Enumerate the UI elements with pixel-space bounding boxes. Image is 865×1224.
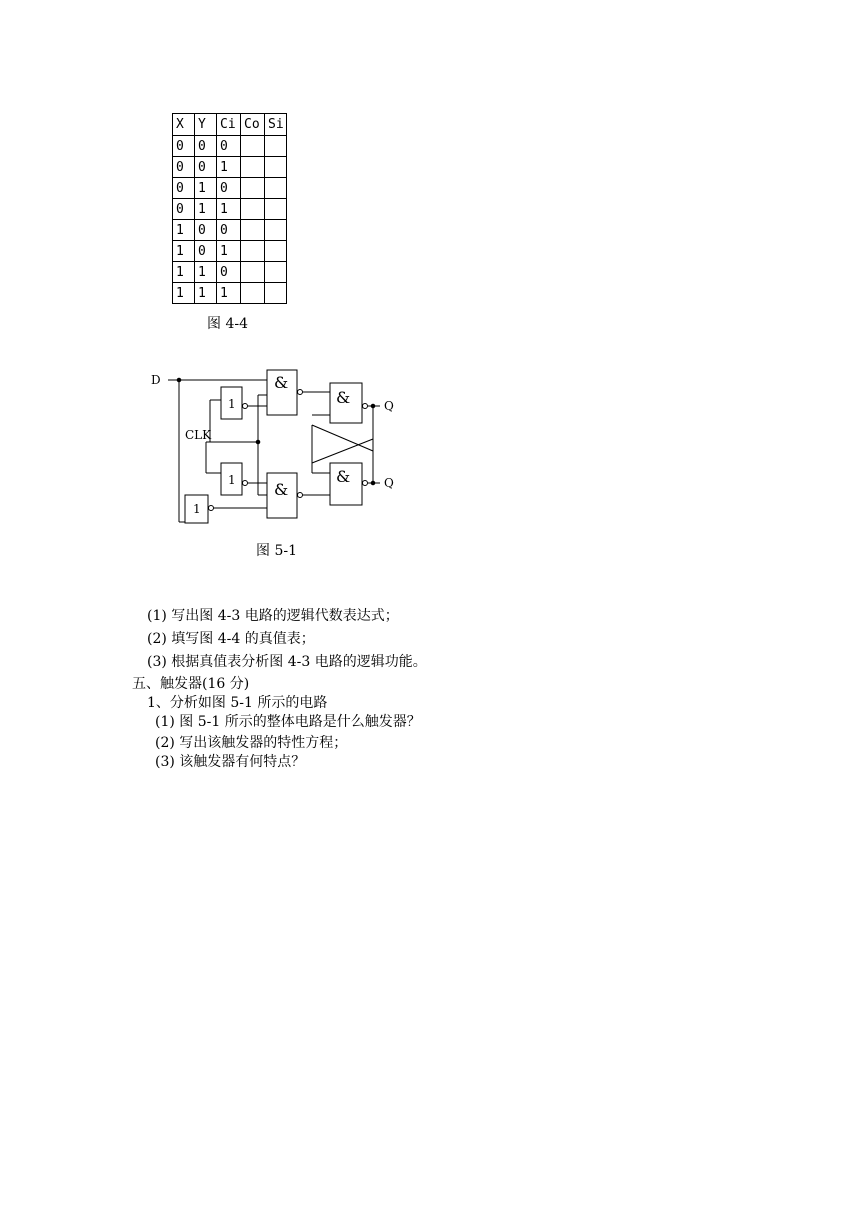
table-cell: 1 <box>217 283 241 304</box>
truth-table-header <box>173 114 287 136</box>
question-1: (1) 写出图 4-3 电路的逻辑代数表达式； <box>147 608 399 624</box>
truth-table-body <box>173 136 287 304</box>
not-mid-label: 1 <box>228 473 236 487</box>
table-cell <box>241 199 265 220</box>
label-q: Q <box>384 399 394 413</box>
table-row <box>173 136 287 157</box>
table-cell <box>265 283 287 304</box>
table-cell: 0 <box>195 220 217 241</box>
header-ci: Ci <box>217 114 241 136</box>
table-cell <box>241 241 265 262</box>
section-5-question-2: (2) 写出该触发器的特性方程； <box>155 735 348 751</box>
figure-5-1-caption: 图 5-1 <box>256 543 297 559</box>
table-cell <box>265 262 287 283</box>
table-cell: 1 <box>195 262 217 283</box>
header-x: X <box>173 114 195 136</box>
table-cell <box>265 178 287 199</box>
header-co: Co <box>241 114 265 136</box>
table-cell <box>265 241 287 262</box>
table-cell: 0 <box>217 178 241 199</box>
table-row <box>173 262 287 283</box>
table-cell <box>241 157 265 178</box>
table-cell: 1 <box>195 178 217 199</box>
table-cell: 1 <box>195 199 217 220</box>
table-cell: 1 <box>217 157 241 178</box>
latch-bottom-label: & <box>336 467 351 486</box>
table-cell <box>265 136 287 157</box>
latch-top-bubble <box>363 404 368 409</box>
and-bottom-input-label: & <box>274 480 289 499</box>
flip-flop-circuit <box>140 355 410 535</box>
not-top-bubble <box>243 404 248 409</box>
table-row <box>173 157 287 178</box>
table-row <box>173 283 287 304</box>
label-qbar: Q <box>384 476 394 490</box>
figure-4-4-caption: 图 4-4 <box>207 316 248 332</box>
table-cell: 0 <box>195 157 217 178</box>
table-cell: 0 <box>217 136 241 157</box>
table-row <box>173 220 287 241</box>
table-cell: 1 <box>217 199 241 220</box>
table-cell: 1 <box>173 283 195 304</box>
table-cell <box>265 199 287 220</box>
table-row <box>173 241 287 262</box>
header-y: Y <box>195 114 217 136</box>
latch-bottom-bubble <box>363 481 368 486</box>
table-row <box>173 199 287 220</box>
latch-top-label: & <box>336 388 351 407</box>
not-bottom-label: 1 <box>193 502 201 516</box>
and-top-input-bubble <box>298 390 303 395</box>
table-cell: 0 <box>173 199 195 220</box>
table-cell: 0 <box>217 262 241 283</box>
table-cell: 1 <box>173 241 195 262</box>
table-cell: 0 <box>195 136 217 157</box>
table-cell <box>241 262 265 283</box>
table-cell: 1 <box>173 220 195 241</box>
section-5-title: 五、触发器(16 分) <box>132 676 250 692</box>
label-clk: CLK <box>185 428 212 442</box>
table-cell: 1 <box>173 262 195 283</box>
table-cell <box>265 157 287 178</box>
table-cell <box>241 178 265 199</box>
header-si: Si <box>265 114 287 136</box>
table-cell <box>265 220 287 241</box>
wire-qbar-cross <box>312 439 373 463</box>
section-5-item-1: 1、分析如图 5-1 所示的电路 <box>147 695 328 711</box>
truth-table <box>172 113 287 304</box>
table-cell <box>241 283 265 304</box>
table-cell: 0 <box>173 157 195 178</box>
table-row <box>173 178 287 199</box>
not-bottom-bubble <box>209 506 214 511</box>
question-2: (2) 填写图 4-4 的真值表； <box>147 631 315 647</box>
and-bottom-input-bubble <box>298 493 303 498</box>
table-cell: 0 <box>173 136 195 157</box>
table-cell: 0 <box>195 241 217 262</box>
section-5-question-1: (1) 图 5-1 所示的整体电路是什么触发器？ <box>155 714 421 730</box>
not-top-label: 1 <box>228 397 236 411</box>
section-5-question-3: (3) 该触发器有何特点？ <box>155 754 306 770</box>
table-cell <box>241 220 265 241</box>
not-mid-bubble <box>243 481 248 486</box>
table-cell: 0 <box>173 178 195 199</box>
question-3: (3) 根据真值表分析图 4-3 电路的逻辑功能。 <box>147 654 427 670</box>
wire-q-cross <box>312 425 373 451</box>
label-d: D <box>151 373 161 387</box>
table-cell <box>241 136 265 157</box>
table-cell: 0 <box>217 220 241 241</box>
table-cell: 1 <box>217 241 241 262</box>
table-cell: 1 <box>195 283 217 304</box>
and-top-input-label: & <box>274 373 289 392</box>
